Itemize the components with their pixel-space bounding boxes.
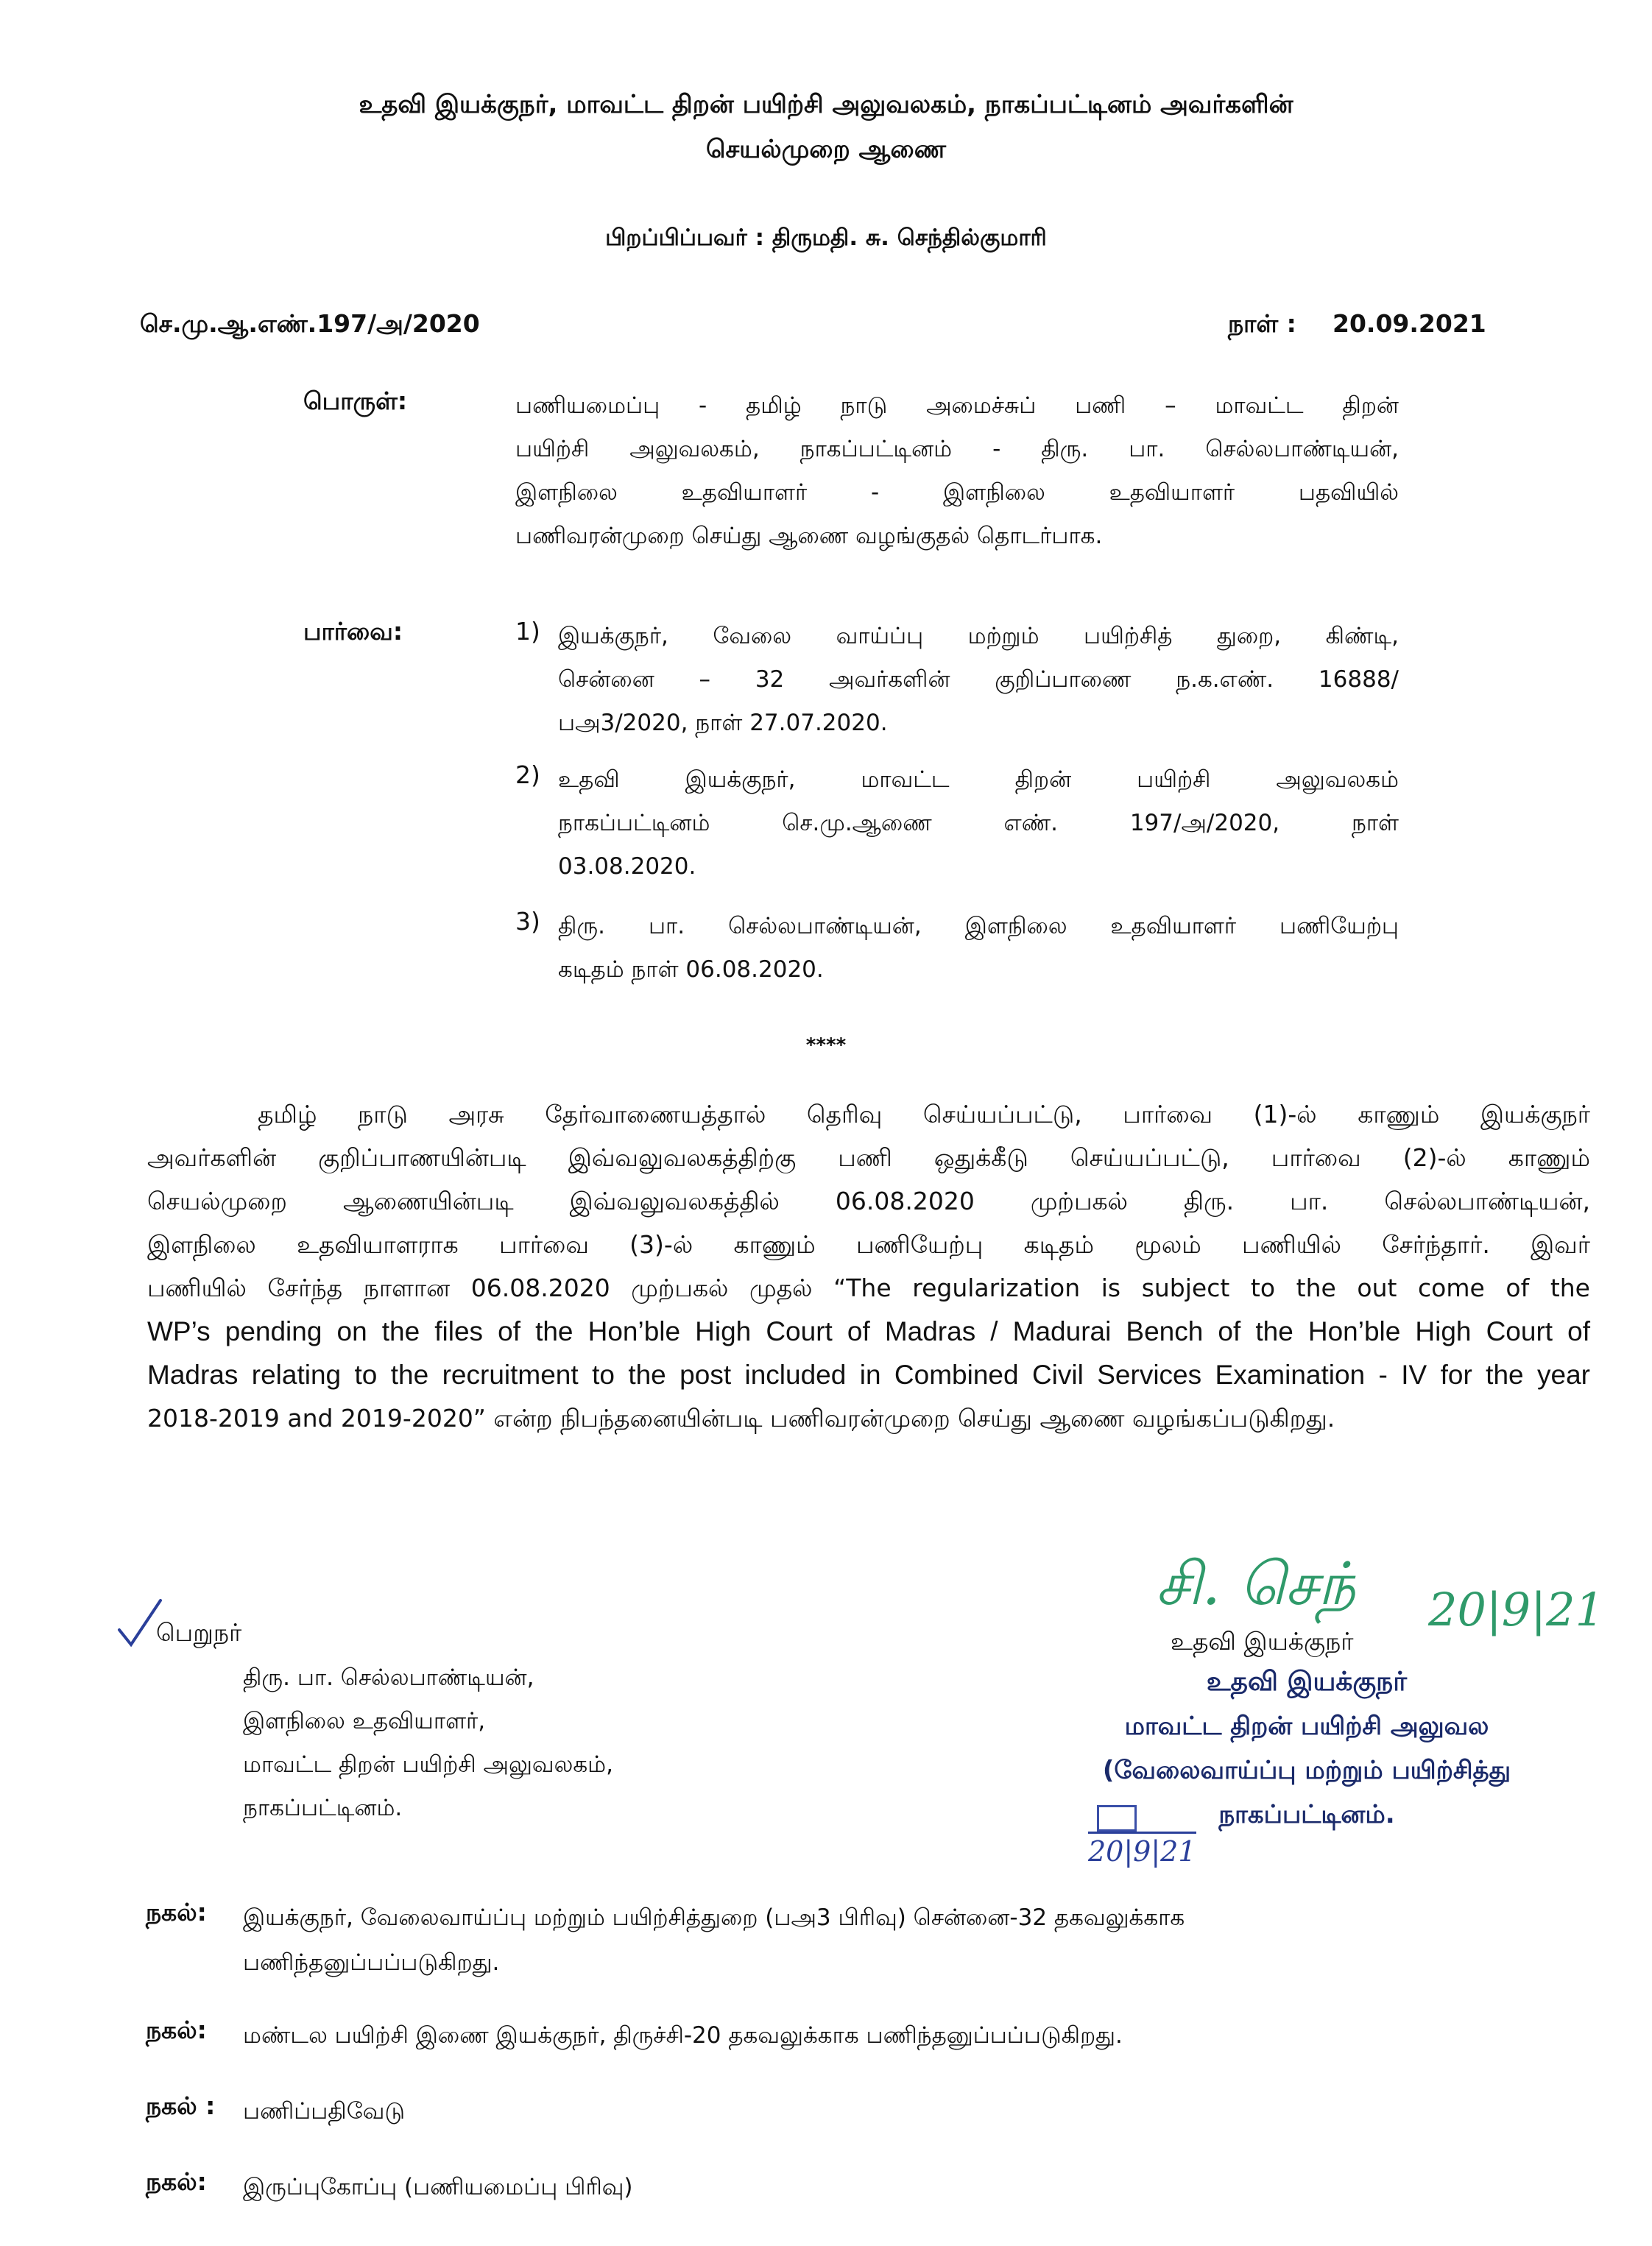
- recipient-line: இளநிலை உதவியாளர்,: [243, 1708, 486, 1734]
- reference-item-3: [558, 905, 1399, 992]
- copy-label: நகல்:: [146, 1898, 207, 1927]
- reference-item-1: [558, 615, 1399, 745]
- issuer: பிறப்பிப்பவர் : திருமதி. சு. செந்தில்குமாரி: [605, 225, 1047, 251]
- reference-line: பஅ3/2020, நாள் 27.07.2020.: [558, 710, 888, 736]
- body-line: 2018-2019 and 2019-2020” என்ற நிபந்தனையின்படி பணிவரன்முறை செய்து ஆணை வழங்கப்படுகிறது.: [147, 1404, 1335, 1433]
- reference-item-2: [558, 758, 1399, 889]
- copy-1: [243, 1896, 1185, 1985]
- copy-line: இருப்புகோப்பு (பணியமைப்பு பிரிவு): [243, 2174, 633, 2200]
- subject-text: [515, 384, 1399, 558]
- handwritten-date: 20|9|21: [1428, 1583, 1605, 1636]
- reference-line: இயக்குநர், வேலை வாய்ப்பு மற்றும் பயிற்சித் துறை, கிண்டி,: [558, 623, 1399, 649]
- copy-line: மண்டல பயிற்சி இணை இயக்குநர், திருச்சி-20 தகவலுக்காக பணிந்தனுப்பப்படுகிறது.: [243, 2022, 1123, 2049]
- copy-line: பணிந்தனுப்பப்படுகிறது.: [243, 1949, 500, 1976]
- body-line: பணியில் சேர்ந்த நாளான 06.08.2020 முற்பகல் முதல் “The regularization is subject to the out come of the: [147, 1274, 1590, 1302]
- recipient-line: திரு. பா. செல்லபாண்டியன்,: [243, 1664, 534, 1691]
- reference-line: கடிதம் நாள் 06.08.2020.: [558, 956, 824, 983]
- copy-line: பணிப்பதிவேடு: [243, 2098, 406, 2125]
- date-label: நாள் :: [1228, 309, 1296, 338]
- initial-mark: [1097, 1805, 1137, 1832]
- body-line: செயல்முறை ஆணையின்படி இவ்வலுவலகத்தில் 06.08.2020 முற்பகல் திரு. பா. செல்லபாண்டியன்,: [147, 1187, 1590, 1215]
- subject-line: இளநிலை உதவியாளர் - இளநிலை உதவியாளர் பதவியில்: [515, 479, 1399, 506]
- reference-line: உதவி இயக்குநர், மாவட்ட திறன் பயிற்சி அலுவலகம்: [558, 766, 1399, 793]
- order-date: 20.09.2021: [1332, 309, 1486, 338]
- copy-line: இயக்குநர், வேலைவாய்ப்பு மற்றும் பயிற்சித்துறை (பஅ3 பிரிவு) சென்னை-32 தகவலுக்காக: [243, 1904, 1185, 1931]
- recipient-line: நாகப்பட்டினம்.: [243, 1795, 403, 1821]
- order-body: [147, 1092, 1590, 1440]
- body-line: Madras relating to the recruitment to the post included in Combined Civil Services Examination - IV for the year: [147, 1360, 1590, 1390]
- recipient-line: மாவட்ட திறன் பயிற்சி அலுவலகம்,: [243, 1751, 613, 1778]
- body-line: அவர்களின் குறிப்பாணயின்படி இவ்வலுவலகத்திற்கு பணி ஒதுக்கீடு செய்யப்பட்டு, பார்வை (2)-ல் காணும்: [147, 1143, 1590, 1172]
- order-heading-line2: செயல்முறை ஆணை: [705, 135, 946, 164]
- subject-line: பயிற்சி அலுவலகம், நாகப்பட்டினம் - திரு. பா. செல்லபாண்டியன்,: [515, 436, 1399, 462]
- recipient-label: பெறுநர்: [156, 1618, 242, 1647]
- references-label: பார்வை:: [303, 617, 403, 646]
- copy-label: நகல்:: [146, 2167, 207, 2196]
- reference-number: செ.மு.ஆ.எண்.197/அ/2020: [140, 309, 480, 338]
- handwritten-signature: சி. செந்: [1156, 1550, 1356, 1618]
- separator: ****: [805, 1034, 847, 1056]
- copy-label: நகல்:: [146, 2016, 207, 2044]
- reference-number-3: 3): [515, 907, 540, 936]
- stamp-line: மாவட்ட திறன் பயிற்சி அலுவல: [1124, 1712, 1489, 1741]
- reference-number-2: 2): [515, 760, 540, 789]
- reference-line: சென்னை – 32 அவர்களின் குறிப்பாணை ந.க.எண். 16888/: [558, 666, 1399, 693]
- stamp-line: உதவி இயக்குநர்: [1206, 1667, 1408, 1697]
- reference-number-1: 1): [515, 617, 540, 646]
- reference-line: நாகப்பட்டினம் செ.மு.ஆணை எண். 197/அ/2020, நாள்: [558, 810, 1399, 836]
- copy-label: நகல் :: [146, 2091, 216, 2120]
- initial-date: 20|9|21: [1088, 1832, 1196, 1868]
- body-line: இளநிலை உதவியாளராக பார்வை (3)-ல் காணும் பணியேற்பு கடிதம் மூலம் பணியில் சேர்ந்தார். இவர்: [147, 1230, 1590, 1259]
- body-line: தமிழ் நாடு அரசு தேர்வாணையத்தால் தெரிவு செய்யப்பட்டு, பார்வை (1)-ல் காணும் இயக்குநர்: [258, 1100, 1590, 1129]
- subject-line: பணிவரன்முறை செய்து ஆணை வழங்குதல் தொடர்பாக.: [515, 523, 1103, 549]
- subject-label: பொருள்:: [303, 386, 408, 415]
- reference-line: திரு. பா. செல்லபாண்டியன், இளநிலை உதவியாளர் பணியேற்பு: [558, 913, 1399, 939]
- order-heading-line1: உதவி இயக்குநர், மாவட்ட திறன் பயிற்சி அலுவலகம், நாகப்பட்டினம் அவர்களின்: [359, 90, 1293, 119]
- recipient-address: [243, 1656, 613, 1830]
- copy-4: [243, 2165, 633, 2210]
- body-line: WP’s pending on the files of the Hon’ble High Court of Madras / Madurai Bench of the Hon’ble High Court of: [147, 1316, 1590, 1346]
- signatory-designation: உதவி இயக்குநர்: [1171, 1627, 1354, 1656]
- copy-3: [243, 2089, 405, 2134]
- stamp-line: நாகப்பட்டினம்.: [1218, 1800, 1395, 1829]
- subject-line: பணியமைப்பு - தமிழ் நாடு அமைச்சுப் பணி – மாவட்ட திறன்: [515, 392, 1399, 419]
- stamp-line: (வேலைவாய்ப்பு மற்றும் பயிற்சித்து: [1102, 1756, 1511, 1785]
- reference-line: 03.08.2020.: [558, 853, 696, 880]
- copy-2: [243, 2013, 1123, 2058]
